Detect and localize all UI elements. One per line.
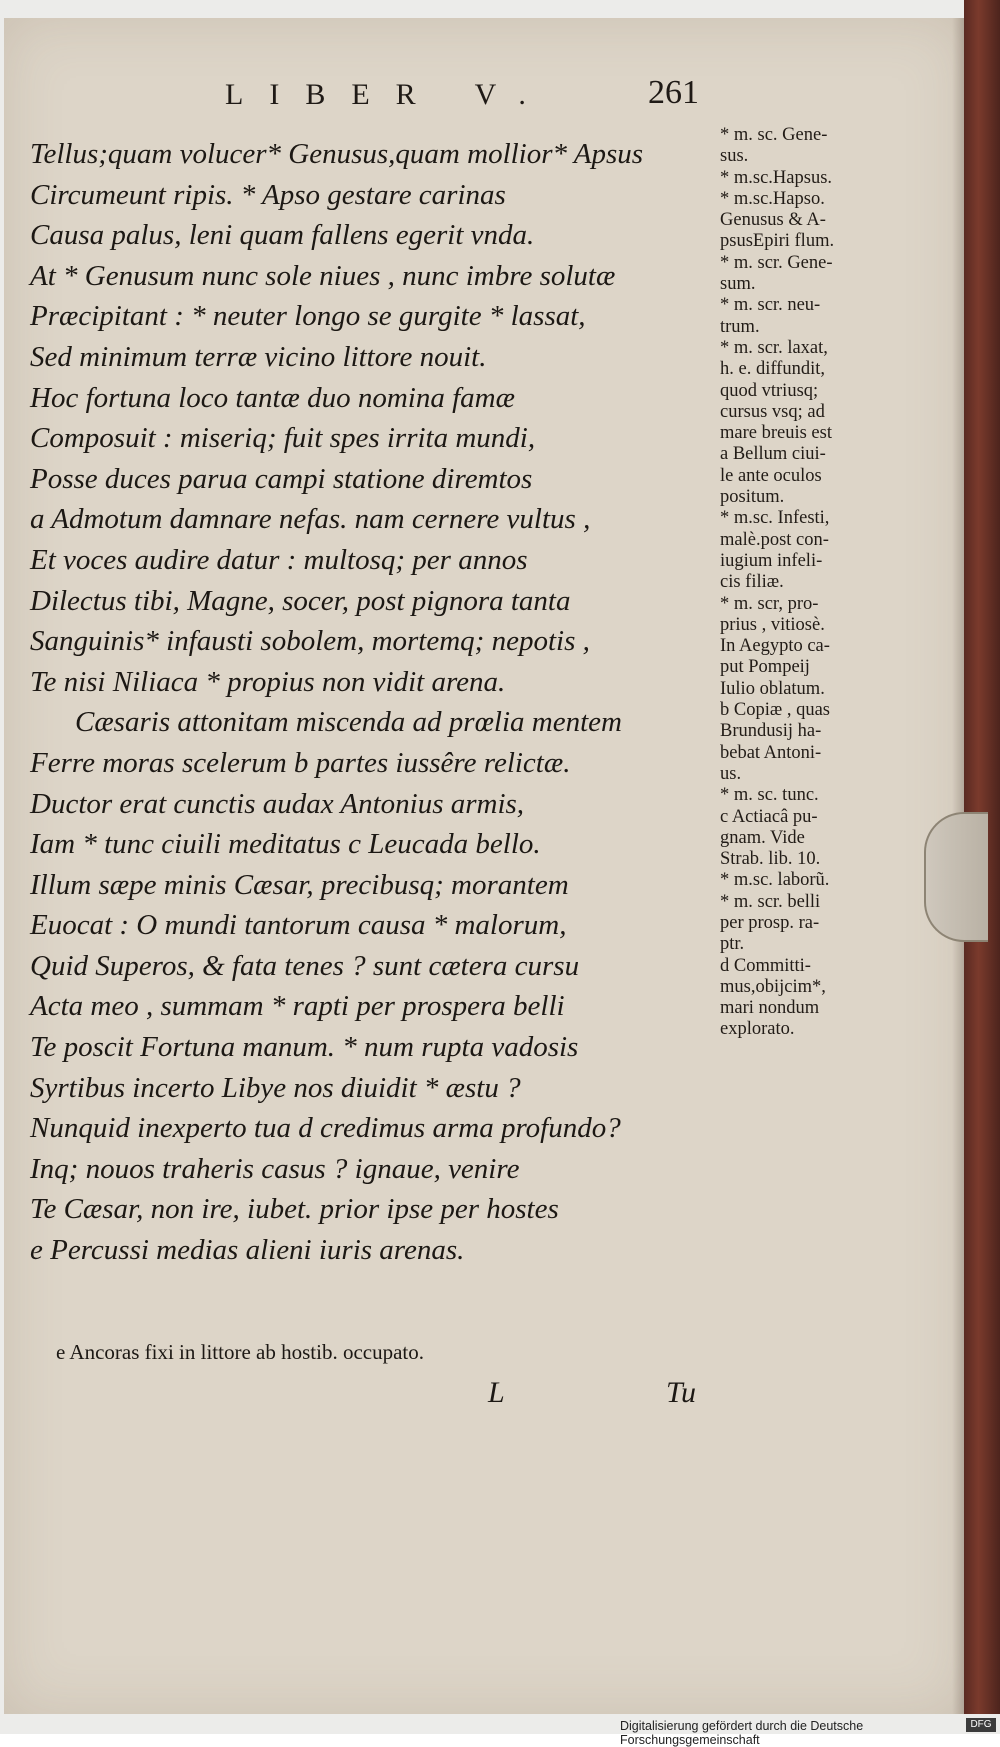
margin-note-line: mare breuis est bbox=[720, 423, 832, 444]
margin-note-line: * m.sc.Hapsus. bbox=[720, 167, 833, 188]
margin-note-line: Genusus & A- bbox=[720, 210, 826, 231]
verse-line: At * Genusum nunc sole niues , nunc imbre solutæ bbox=[30, 259, 616, 292]
verse-text-block bbox=[30, 134, 720, 1271]
verse-line: Circumeunt ripis. * Apso gestare carinas bbox=[30, 178, 506, 211]
margin-note-line: ptr. bbox=[720, 934, 745, 955]
margin-note-line: * m. scr. belli bbox=[720, 891, 821, 912]
margin-note-line: * m. scr. neu- bbox=[720, 295, 821, 316]
verse-line: Iam * tunc ciuili meditatus c Leucada bello. bbox=[30, 828, 541, 861]
verse-line: Te nisi Niliaca * propius non vidit arena. bbox=[30, 665, 506, 698]
margin-note-line: Strab. lib. 10. bbox=[720, 849, 821, 870]
verse-line: Nunquid inexperto tua d credimus arma profundo? bbox=[30, 1112, 621, 1145]
verse-line: Ferre moras scelerum b partes iussêre relictæ. bbox=[30, 746, 571, 779]
margin-note-line: * m. scr. Gene- bbox=[720, 252, 833, 273]
margin-note-line: malè.post con- bbox=[720, 529, 829, 550]
verse-line: Inq; nouos traheris casus ? ignaue, venire bbox=[30, 1152, 520, 1185]
verse-line: Causa palus, leni quam fallens egerit vnda. bbox=[30, 219, 535, 252]
margin-note-line: * m.sc.Hapso. bbox=[720, 188, 825, 209]
verse-line: Euocat : O mundi tantorum causa * malorum, bbox=[30, 909, 567, 942]
verse-line: Te poscit Fortuna manum. * num rupta vadosis bbox=[30, 1031, 579, 1064]
verse-line: Composuit : miseriq; fuit spes irrita mundi, bbox=[30, 422, 536, 455]
catchword: Tu bbox=[666, 1376, 697, 1409]
verse-line: Sanguinis* infausti sobolem, mortemq; nepotis , bbox=[30, 625, 590, 658]
verse-line: Dilectus tibi, Magne, socer, post pignora tanta bbox=[30, 584, 571, 617]
verse-line: Syrtibus incerto Libye nos diuidit * æstu ? bbox=[30, 1071, 521, 1104]
margin-note-line: Iulio oblatum. bbox=[720, 678, 825, 699]
margin-note-line: * m. scr, pro- bbox=[720, 593, 819, 614]
margin-note-line: cursus vsq; ad bbox=[720, 401, 825, 422]
margin-note-line: quod vtriusq; bbox=[720, 380, 819, 401]
verse-line: Te Cæsar, non ire, iubet. prior ipse per hostes bbox=[30, 1193, 559, 1226]
running-head: LIBER V. bbox=[225, 78, 552, 111]
margin-note-line: * m.sc. Infesti, bbox=[720, 508, 830, 529]
margin-note-line: sus. bbox=[720, 146, 749, 167]
margin-note-line: mari nondum bbox=[720, 998, 820, 1019]
footnote: e Ancoras fixi in littore ab hostib. occupato. bbox=[56, 1340, 424, 1364]
signature-mark: L bbox=[488, 1376, 505, 1409]
margin-note-line: c Actiacâ pu- bbox=[720, 806, 818, 827]
verse-line: a Admotum damnare nefas. nam cernere vultus , bbox=[30, 503, 591, 536]
dfg-logo: DFG bbox=[966, 1718, 996, 1732]
margin-note-line: * m. scr. laxat, bbox=[720, 337, 828, 358]
margin-note-line: bebat Antoni- bbox=[720, 742, 822, 763]
page-number: 261 bbox=[648, 74, 699, 111]
verse-line: Præcipitant : * neuter longo se gurgite * lassat, bbox=[30, 300, 586, 333]
margin-note-line: prius , vitiosè. bbox=[720, 614, 825, 635]
margin-note-line: In Aegypto ca- bbox=[720, 636, 830, 657]
margin-note-line: per prosp. ra- bbox=[720, 912, 820, 933]
margin-note-line: mus,obijcim*, bbox=[720, 976, 826, 997]
margin-note-line: sum. bbox=[720, 274, 756, 295]
margin-note-line: positum. bbox=[720, 487, 785, 508]
verse-line: Tellus;quam volucer* Genusus,quam mollior* Apsus bbox=[30, 138, 644, 170]
margin-note-line: d Committi- bbox=[720, 955, 811, 976]
margin-note-line: us. bbox=[720, 763, 742, 784]
verse-line: Quid Superos, & fata tenes ? sunt cætera cursu bbox=[30, 949, 580, 982]
verse-line: Ductor erat cunctis audax Antonius armis, bbox=[30, 787, 525, 820]
margin-note-line: * m. sc. tunc. bbox=[720, 785, 819, 806]
margin-note-line: iugium infeli- bbox=[720, 550, 823, 571]
margin-note-line: explorato. bbox=[720, 1019, 795, 1040]
verse-line: Acta meo , summam * rapti per prospera belli bbox=[30, 990, 565, 1023]
margin-note-line: * m. sc. Gene- bbox=[720, 125, 828, 145]
margin-note-line: psusEpiri flum. bbox=[720, 231, 835, 252]
margin-note-line: trum. bbox=[720, 316, 760, 337]
verse-line: e Percussi medias alieni iuris arenas. bbox=[30, 1234, 465, 1267]
marginal-notes bbox=[720, 125, 905, 1041]
verse-line: Cæsaris attonitam miscenda ad prœlia mentem bbox=[75, 706, 622, 739]
margin-note-line: h. e. diffundit, bbox=[720, 359, 825, 380]
verse-line: Hoc fortuna loco tantæ duo nomina famæ bbox=[30, 381, 515, 414]
digitization-credit: Digitalisierung gefördert durch die Deutsche Forschungsgemeinschaft bbox=[620, 1719, 864, 1747]
verse-line: Posse duces parua campi statione diremtos bbox=[30, 462, 533, 495]
verse-line: Et voces audire datur : multosq; per annos bbox=[30, 543, 528, 576]
margin-note-line: Brundusij ha- bbox=[720, 721, 822, 742]
margin-note-line: cis filiæ. bbox=[720, 572, 784, 593]
margin-note-line: b Copiæ , quas bbox=[720, 700, 830, 721]
verse-line: Sed minimum terræ vicino littore nouit. bbox=[30, 340, 487, 373]
margin-note-line: put Pompeij bbox=[720, 657, 810, 678]
book-clasp bbox=[924, 812, 988, 942]
margin-note-line: * m.sc. laborũ. bbox=[720, 870, 830, 891]
margin-note-line: a Bellum ciui- bbox=[720, 444, 826, 465]
margin-note-line: le ante oculos bbox=[720, 465, 822, 486]
margin-note-line: gnam. Vide bbox=[720, 827, 805, 848]
verse-line: Illum sæpe minis Cæsar, precibusq; morantem bbox=[30, 868, 569, 901]
